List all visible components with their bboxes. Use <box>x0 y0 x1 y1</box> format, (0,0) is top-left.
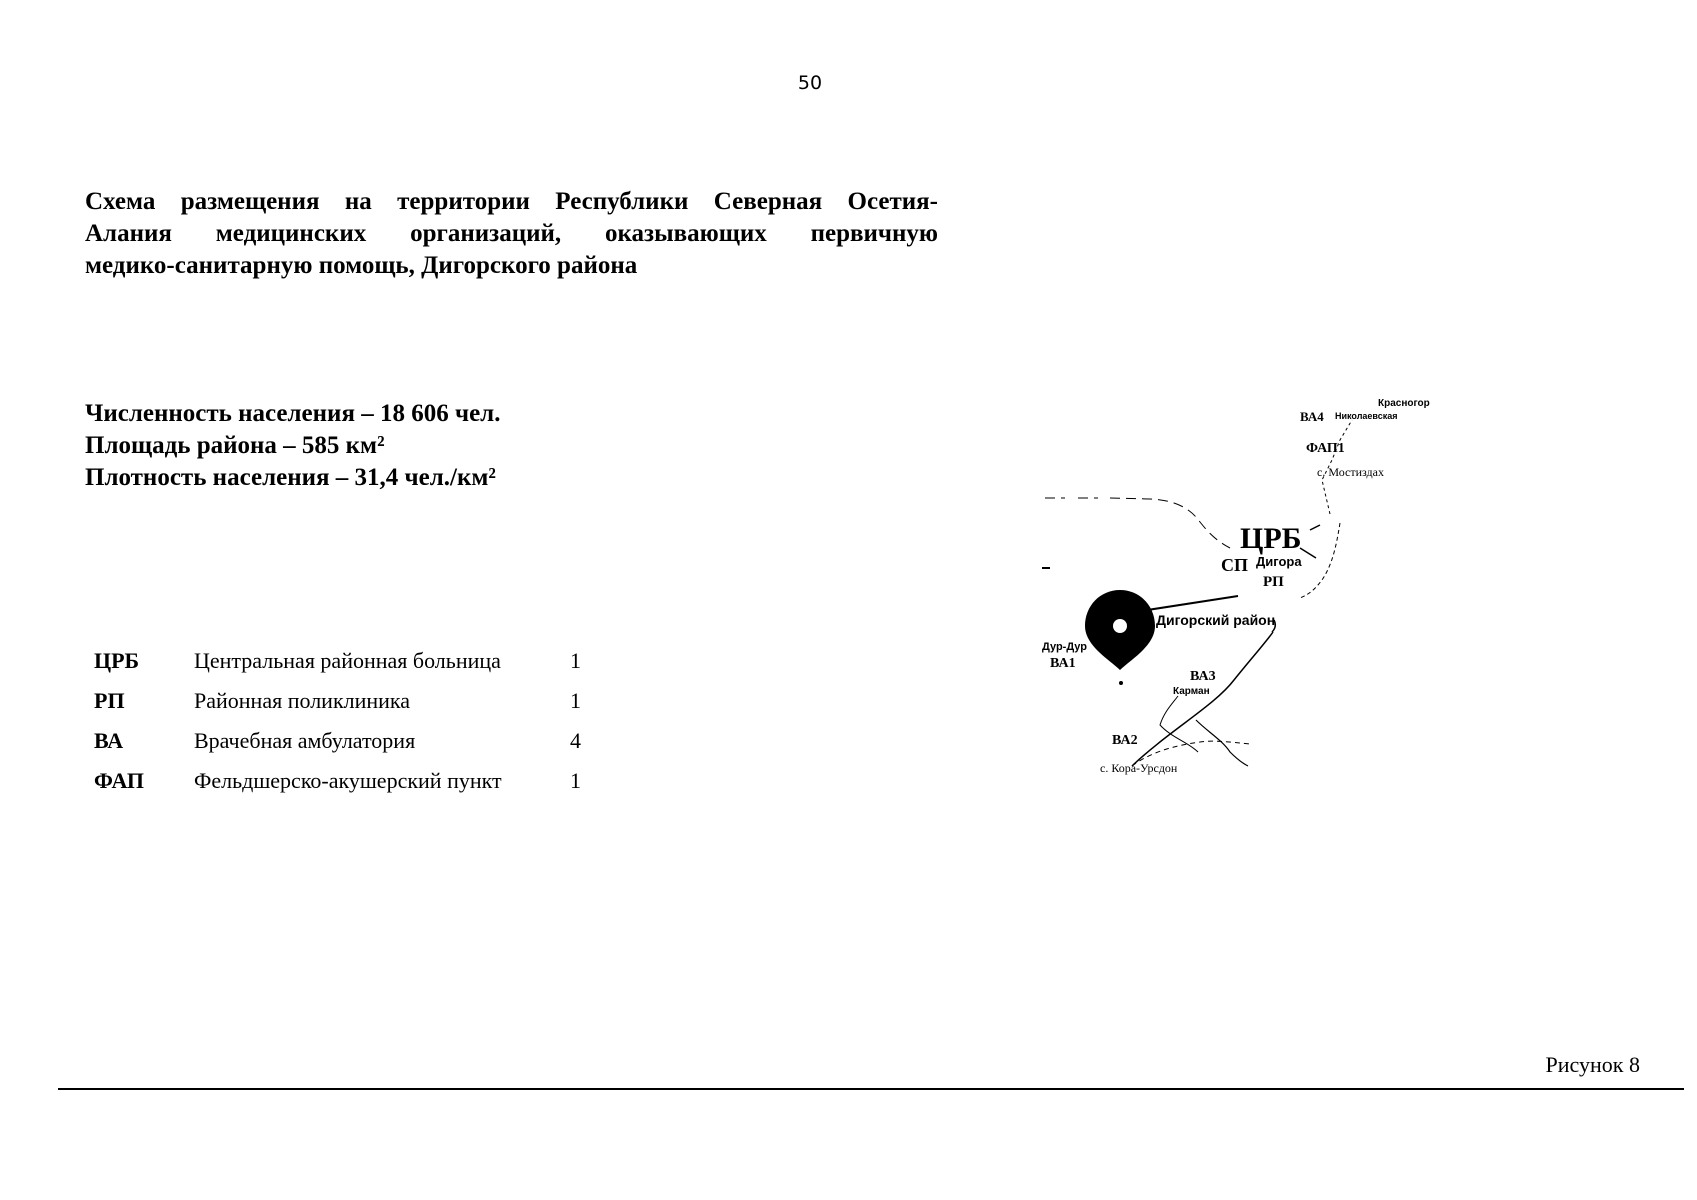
map-label-crb: ЦРБ <box>1240 522 1302 555</box>
map-label-fap1: ФАП1 <box>1306 441 1345 456</box>
location-pin-icon <box>1085 590 1155 685</box>
legend-count: 4 <box>570 728 581 753</box>
map-label-rp: РП <box>1263 574 1284 590</box>
legend-description: Фельдшерско-акушерский пункт <box>194 768 502 793</box>
boundary-east <box>1300 523 1340 598</box>
map-label-va1: ВА1 <box>1050 656 1076 671</box>
map-label-va2: ВА2 <box>1112 733 1138 748</box>
document-title <box>85 186 938 282</box>
legend-description: Центральная районная больница <box>194 648 501 673</box>
density-stat: Плотность населения – 31,4 чел./км² <box>85 464 496 491</box>
legend-description: Врачебная амбулатория <box>194 728 416 753</box>
road-south-east <box>1196 720 1248 766</box>
map-label-karman: Карман <box>1173 686 1210 697</box>
legend-count: 1 <box>570 688 581 713</box>
road-crb <box>1300 525 1320 558</box>
legend-abbr: ЦРБ <box>94 648 140 673</box>
district-map-svg <box>1000 380 1480 800</box>
map-label-nikolaevskaya: Николаевская <box>1335 411 1398 421</box>
map-label-sp: СП <box>1221 555 1248 575</box>
map-label-kora-ursdon: с. Кора-Урсдон <box>1100 761 1178 775</box>
map-label-krasnogor: Красногор <box>1378 398 1430 409</box>
map-label-va3: ВА3 <box>1190 669 1216 684</box>
legend-description: Районная поликлиника <box>194 688 411 713</box>
map-label-va4: ВА4 <box>1300 409 1324 424</box>
population-stat: Численность населения – 18 606 чел. <box>85 400 501 427</box>
district-map <box>1000 380 1480 800</box>
map-label-digorsky-rayon: Дигорский район <box>1156 612 1276 628</box>
legend-abbr: ФАП <box>94 768 144 793</box>
map-label-mostizdakh: с. Мостиздах <box>1317 465 1384 479</box>
legend-abbr: ВА <box>94 728 124 753</box>
map-label-digora: Дигора <box>1256 554 1302 569</box>
area-stat: Площадь района – 585 км² <box>85 432 385 459</box>
page-number: 50 <box>797 72 823 94</box>
legend-abbr: РП <box>94 688 125 713</box>
legend-count: 1 <box>570 768 581 793</box>
title-line-1: Схема размещения на территории Республики Северная Осетия- <box>85 188 938 215</box>
district-stats <box>85 398 500 494</box>
boundary-west <box>1045 498 1230 548</box>
title-line-2: Алания медицинских организаций, оказывающих первичную <box>85 220 938 247</box>
road-south-main <box>1132 632 1273 766</box>
title-line-3: медико-санитарную помощь, Дигорского района <box>85 252 638 279</box>
legend-count: 1 <box>570 648 581 673</box>
map-label-dur-dur: Дур-Дур <box>1042 641 1087 653</box>
figure-caption: Рисунок 8 <box>1545 1052 1640 1077</box>
footer-rule <box>58 1088 1684 1090</box>
